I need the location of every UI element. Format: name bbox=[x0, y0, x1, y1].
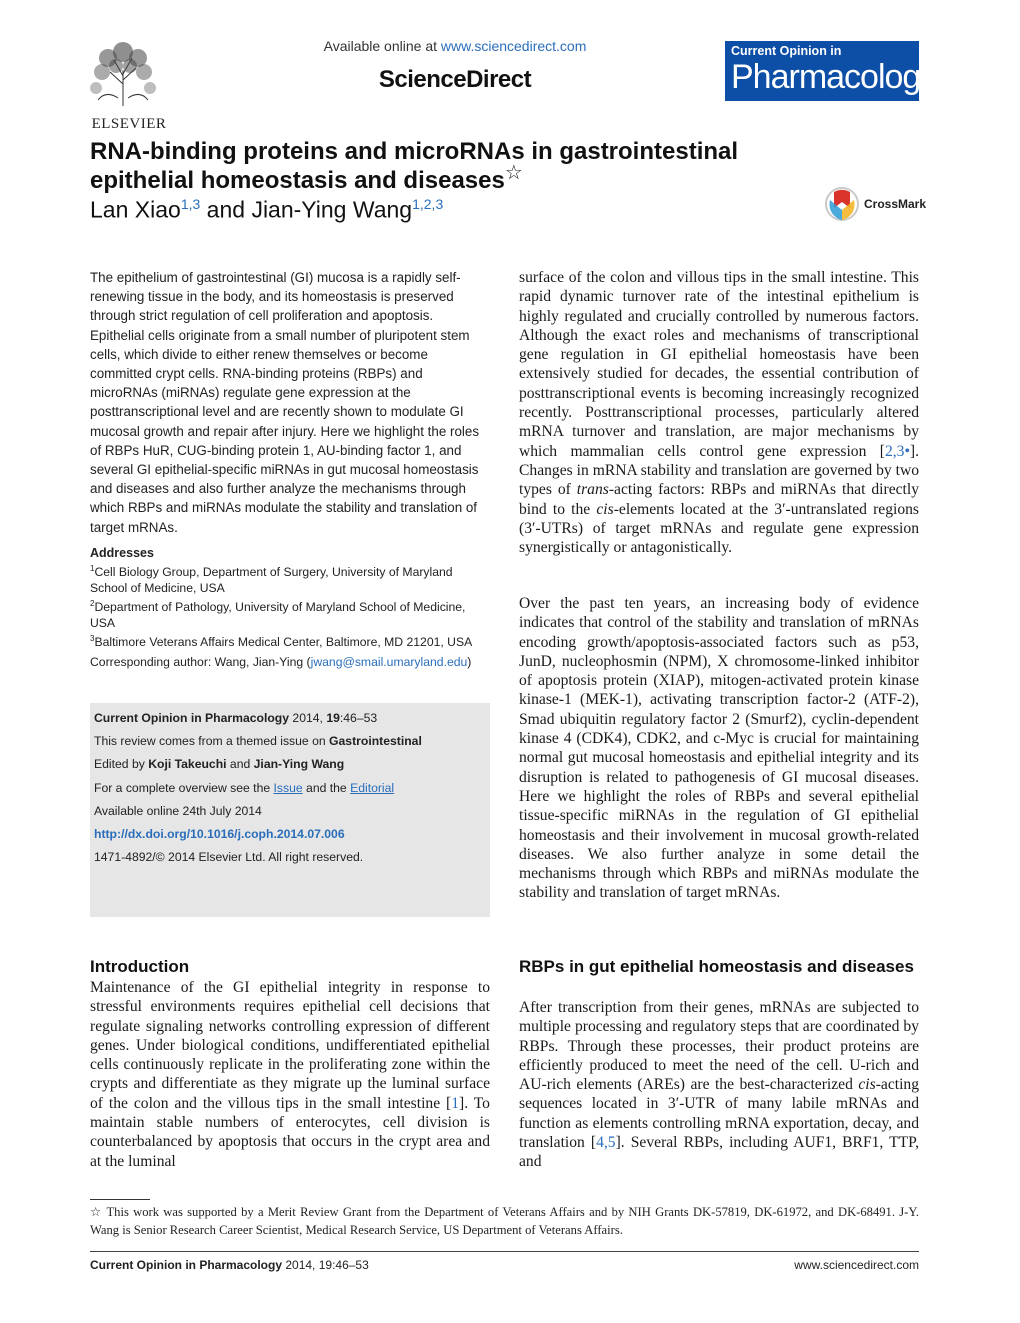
info-available: Available online 24th July 2014 bbox=[94, 803, 262, 818]
author-name[interactable]: Lan Xiao bbox=[90, 196, 181, 223]
footer-journal: Current Opinion in Pharmacology bbox=[90, 1258, 283, 1272]
abstract: The epithelium of gastrointestinal (GI) mucosa is a rapidly self-renewing tissue in the body, and its homeostasis is preserved through strict regulation of cell proliferation and apoptosis. Epithelial cells originate from a small number of pluripotent stem cells, which divide to either renew themselves or become committed crypt cells. RNA-binding proteins (RBPs) and microRNAs (miRNAs) regulate gene expression at the posttranscriptional level and are recently shown to modulate GI mucosal growth and repair after injury. Here we highlight the roles of RBPs HuR, CUG-binding protein 1, AU-binding factor 1, and several GI epithelial-specific miRNAs in gut mucosal homeostasis and diseases and also further analyze the mechanisms through which RBPs and miRNAs modulate the stability and translation of target mRNAs. bbox=[90, 270, 480, 535]
info-editor: Koji Takeuchi bbox=[148, 757, 227, 772]
funding-star-icon[interactable]: ☆ bbox=[504, 162, 523, 184]
text-run: ]. Changes in mRNA stability and translation are governed by two types of bbox=[519, 442, 919, 499]
journal-badge-title: Pharmacology bbox=[731, 58, 937, 96]
italic-run: cis bbox=[596, 500, 614, 518]
available-online-line bbox=[300, 38, 610, 54]
info-editor-join: and bbox=[226, 757, 254, 772]
article-title bbox=[90, 137, 830, 195]
reference-link[interactable]: 2,3• bbox=[884, 442, 910, 460]
address-item bbox=[90, 596, 490, 631]
italic-run: cis bbox=[858, 1076, 876, 1094]
addresses-heading: Addresses bbox=[90, 546, 154, 560]
footer-citation bbox=[90, 1258, 369, 1272]
author-affiliation[interactable]: 1,3 bbox=[180, 196, 201, 212]
journal-badge-subtitle: Current Opinion in bbox=[731, 44, 842, 58]
address-text: Department of Pathology, University of Maryland School of Medicine, USA bbox=[90, 600, 466, 631]
address-number: 1 bbox=[90, 564, 95, 573]
text-run: -acting sequences located in 3′-UTR of many labile mRNAs and function as elements controlling mRNA exportation, decay, and translation [ bbox=[519, 1076, 919, 1152]
article-info-box bbox=[90, 703, 490, 917]
address-text: Cell Biology Group, Department of Surgery, University of Maryland School of Medicine, USA bbox=[90, 565, 453, 596]
author-join: and bbox=[200, 196, 252, 223]
crossmark-label: CrossMark bbox=[864, 197, 927, 211]
elsevier-tree-icon bbox=[88, 40, 158, 108]
text-run: -elements located at the 3′-untranslated regions (3′-UTRs) of target mRNAs and regulate gene expression synergistically or antagonistically. bbox=[519, 500, 919, 557]
corresponding-prefix: Corresponding author: Wang, Jian-Ying ( bbox=[90, 655, 311, 669]
rbp-section-heading: RBPs in gut epithelial homeostasis and diseases bbox=[519, 957, 914, 976]
info-volume: 19 bbox=[326, 711, 340, 725]
crossmark-icon bbox=[824, 186, 860, 222]
text-run: -acting factors: RBPs and miRNAs that directly bind to the bbox=[519, 481, 919, 518]
title-line-1: RNA-binding proteins and microRNAs in gastrointestinal bbox=[90, 138, 739, 165]
info-editors bbox=[94, 756, 486, 779]
footnote-divider bbox=[90, 1199, 150, 1200]
text-run: After transcription from their genes, mRNAs are subjected to multiple processing and regulatory steps that are coordinated by RBPs. Through these processes, their product proteins are efficiently produced to meet the need of the cell. U-rich and AU-rich elements (AREs) are the best-characterized bbox=[519, 999, 919, 1094]
footnote-text: This work was supported by a Merit Review Grant from the Department of Veterans Affairs and by NIH Grants DK-57819, DK-61972, and DK-68491. J-Y. Wang is Senior Research Career Scientist, Medical Research Service, US Department of Veterans Affairs. bbox=[90, 1205, 919, 1237]
author-affiliation[interactable]: 1,2,3 bbox=[412, 196, 444, 212]
info-journal: Current Opinion in Pharmacology bbox=[94, 711, 290, 725]
text-run: surface of the colon and villous tips in the small intestine. This rapid dynamic turnover rate of the intestinal epithelium is highly regulated and crucially controlled by numerous factors. Although the exact roles and mechanisms of transcriptional gene regulation in GI epithelial homeostasis have been extensively studied for decades, the essential contribution of posttranscriptional events is becoming increasingly recognized recently. Posttranscriptional processes, particularly altered mRNA turnover and translation, are major mechanisms by which mammalian cells control gene expression [ bbox=[519, 269, 919, 460]
info-citation bbox=[94, 710, 486, 733]
info-theme-name: Gastrointestinal bbox=[329, 734, 422, 749]
body-paragraph bbox=[519, 268, 919, 557]
footnote-star-icon: ☆ bbox=[90, 1205, 103, 1219]
info-theme bbox=[94, 733, 486, 756]
corresponding-email-link[interactable]: jwang@smail.umaryland.edu bbox=[310, 655, 468, 669]
info-rights: 1471-4892/© 2014 Elsevier Ltd. All right reserved. bbox=[94, 850, 364, 865]
sciencedirect-wordmark: ScienceDirect bbox=[378, 66, 532, 93]
elsevier-wordmark: ELSEVIER bbox=[91, 116, 167, 132]
italic-run: trans bbox=[576, 481, 609, 499]
reference-link[interactable]: 1 bbox=[451, 1094, 460, 1112]
info-pages: :46–53 bbox=[339, 711, 378, 725]
author-list bbox=[90, 196, 690, 224]
introduction-heading: Introduction bbox=[90, 957, 190, 976]
rbp-section-text bbox=[519, 998, 919, 1172]
address-number: 3 bbox=[90, 634, 95, 644]
sciencedirect-link[interactable]: www.sciencedirect.com bbox=[440, 38, 587, 54]
body-paragraph: Over the past ten years, an increasing body of evidence indicates that control of the stability and translation of mRNAs encoding growth/apoptosis-associated factors such as p53, JunD, nucleophosmin (NPM), X chromosome-linked inhibitor of apoptosis protein (XIAP), mitogen-activated protein kinase kinase-1 (MEK-1), activating transcription factor-2 (ATF-2), Smad ubiquitin regulatory factor 2 (Smurf2), cyclin-dependent kinase 4 (CDK4), CDK2, and c-Myc is crucial for maintaining normal gut mucosal homeostasis and epithelial integrity and its disruption is related to pathogenesis of GI mucosal diseases. Here we highlight the roles of RBPs and several epithelial tissue-specific miRNAs in the regulation of GI epithelial homeostasis and their involvement in mucosal growth-related diseases. We also further analyze in some detail the mechanisms through which RBPs and miRNAs modulate the stability and translation of target mRNAs. bbox=[519, 595, 919, 902]
footer-url[interactable]: www.sciencedirect.com bbox=[794, 1258, 919, 1272]
journal-badge bbox=[725, 41, 937, 101]
text-run: ]. To maintain stable numbers of enterocytes, cell division is counterbalanced by apoptosis that occurs in the crypt area and at the luminal bbox=[90, 1094, 490, 1170]
info-theme-prefix: This review comes from a themed issue on bbox=[94, 734, 330, 749]
funding-footnote bbox=[90, 1204, 919, 1239]
info-year: 2014, bbox=[289, 711, 327, 725]
text-run: Maintenance of the GI epithelial integrity in response to stressful environments requires epithelial cell decisions that regulate signaling networks controlling expression of different genes. Under biological conditions, undifferentiated epithelial cells continuously replicate in the proliferating zone within the crypts and differentiate as they migrate up the luminal surface of the colon and the villous tips in the small intestine [ bbox=[90, 979, 490, 1112]
doi-link[interactable]: http://dx.doi.org/10.1016/j.coph.2014.07.006 bbox=[94, 826, 345, 841]
title-line-2: epithelial homeostasis and diseases bbox=[90, 167, 505, 194]
info-overview-mid: and the bbox=[302, 780, 351, 795]
corresponding-author bbox=[90, 655, 490, 669]
address-text: Baltimore Veterans Affairs Medical Center, Baltimore, MD 21201, USA bbox=[94, 635, 473, 650]
address-item bbox=[90, 631, 490, 650]
issue-link[interactable]: Issue bbox=[273, 780, 303, 795]
crossmark-button[interactable] bbox=[824, 186, 927, 222]
info-overview bbox=[94, 780, 486, 803]
info-overview-prefix: For a complete overview see the bbox=[94, 780, 274, 795]
address-number: 2 bbox=[90, 599, 95, 609]
elsevier-logo bbox=[88, 40, 170, 132]
info-edited-prefix: Edited by bbox=[94, 757, 149, 772]
footer-volume: 2014, 19:46–53 bbox=[282, 1258, 369, 1272]
footer-divider bbox=[90, 1251, 919, 1252]
editorial-link[interactable]: Editorial bbox=[350, 780, 395, 795]
addresses bbox=[90, 545, 490, 650]
author-name[interactable]: Jian-Ying Wang bbox=[251, 196, 413, 223]
corresponding-suffix: ) bbox=[467, 655, 472, 669]
reference-link[interactable]: 4,5 bbox=[596, 1134, 616, 1152]
introduction-text bbox=[90, 978, 490, 1171]
address-item bbox=[90, 561, 490, 596]
available-online-prefix: Available online at bbox=[323, 38, 441, 54]
info-editor: Jian-Ying Wang bbox=[253, 757, 345, 772]
text-run: ]. Several RBPs, including AUF1, BRF1, TTP, and bbox=[519, 1134, 919, 1171]
